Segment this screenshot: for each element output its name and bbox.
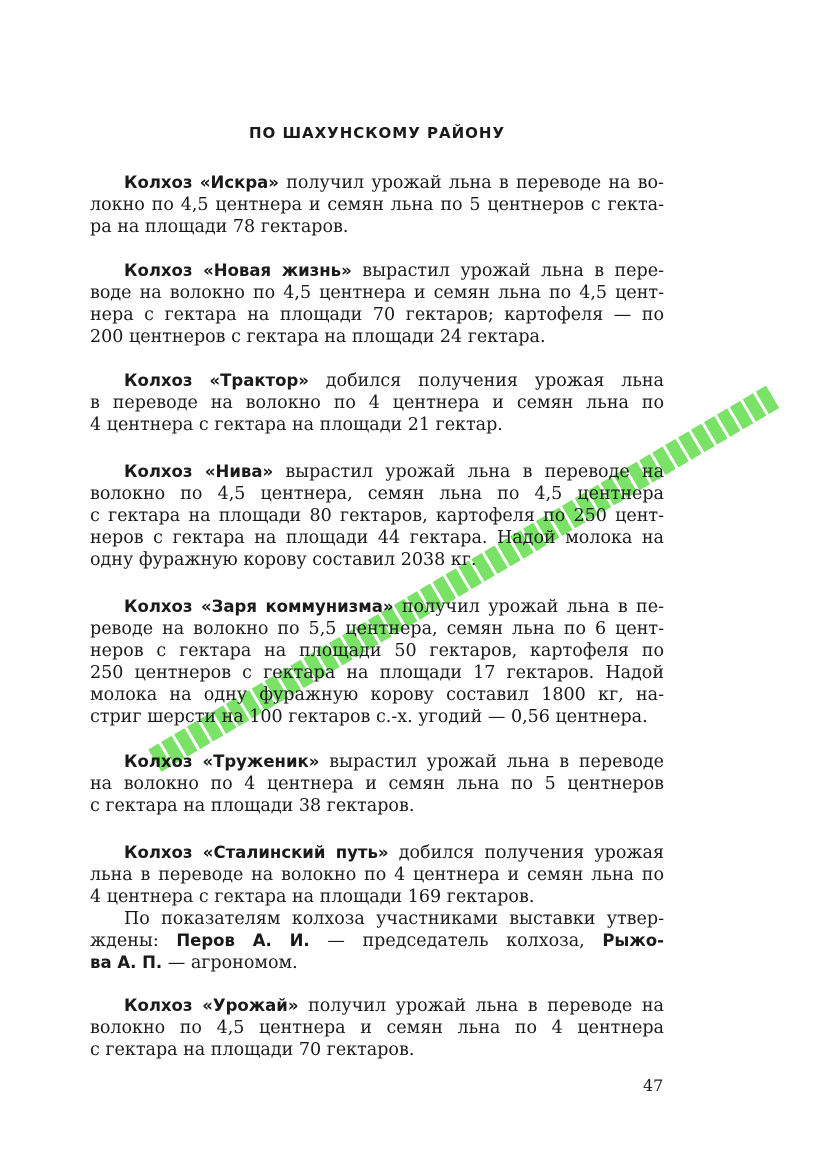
paragraph-line: Колхоз «Сталинский путь» добился получения урожая <box>124 843 664 863</box>
person-name: ва А. П. <box>90 953 163 972</box>
paragraph-line: одну фуражную корову составил 2038 кг. <box>90 550 477 570</box>
paragraph-line: на волокно по 4 центнера и семян льна по 5 центнеров <box>90 774 664 794</box>
paragraph-line: 4 центнера с гектара на площади 21 гектар. <box>90 415 503 435</box>
paragraph-line: локно по 4,5 центнера и семян льна по 5 центнеров с гекта- <box>90 195 664 215</box>
paragraph-line: льна в переводе на волокно по 4 центнера и семян льна по <box>90 865 664 885</box>
page-heading: ПО ШАХУНСКОМУ РАЙОНУ <box>248 124 506 142</box>
kolkhoz-name: Колхоз «Труженик» <box>124 752 320 771</box>
paragraph-line: волокно по 4,5 центнера и семян льна по 4 центнера <box>90 1018 664 1038</box>
paragraph-line: реводе на волокно по 5,5 центнера, семян льна по 6 цент- <box>90 619 664 639</box>
paragraph-line: неров с гектара на площади 50 гектаров, картофеля по <box>90 641 664 661</box>
paragraph-line: с гектара на площади 70 гектаров. <box>90 1040 415 1060</box>
paragraph-line: ра на площади 78 гектаров. <box>90 217 349 237</box>
paragraph-traktor <box>90 370 664 436</box>
paragraph-line: Колхоз «Трактор» добился получения урожая льна <box>124 371 664 391</box>
paragraph-niva <box>90 461 664 571</box>
approval-line: ждены: Перов А. И. — председатель колхоза, Рыжо- <box>90 931 664 951</box>
kolkhoz-name: Колхоз «Нива» <box>124 462 274 481</box>
paragraph-line: Колхоз «Искра» получил урожай льна в переводе на во- <box>124 173 664 193</box>
paragraph-line: нера с гектара на площади 70 гектаров; картофеля — по <box>90 305 664 325</box>
kolkhoz-name: Колхоз «Заря коммунизма» <box>124 597 394 616</box>
paragraph-line: Колхоз «Новая жизнь» вырастил урожай льна в пере- <box>124 261 664 281</box>
paragraph-zarya-kommunizma <box>90 596 664 728</box>
paragraph-line: волокно по 4,5 центнера, семян льна по 4,5 центнера <box>90 484 664 504</box>
paragraph-line: Колхоз «Труженик» вырастил урожай льна в переводе <box>124 752 664 772</box>
kolkhoz-name: Колхоз «Сталинский путь» <box>124 843 389 862</box>
approval-line: По показателям колхоза участниками выставки утвер- <box>124 909 664 929</box>
paragraph-line: Колхоз «Нива» вырастил урожай льна в переводе на <box>124 462 665 482</box>
kolkhoz-name: Колхоз «Искра» <box>124 173 279 192</box>
paragraph-iskra <box>90 172 664 238</box>
paragraph-line: Колхоз «Заря коммунизма» получил урожай льна в пе- <box>124 597 664 617</box>
paragraph-line: молока на одну фуражную корову составил 1800 кг, на- <box>90 685 664 705</box>
paragraph-novaya-zhizn <box>90 260 664 348</box>
person-name: Перов А. И. <box>176 931 310 950</box>
paragraph-line: 4 центнера с гектара на площади 169 гектаров. <box>90 887 535 907</box>
approval-line: ва А. П. — агрономом. <box>90 953 298 973</box>
paragraph-line: в переводе на волокно по 4 центнера и семян льна по <box>90 393 664 413</box>
kolkhoz-name: Колхоз «Новая жизнь» <box>124 261 352 280</box>
paragraph-line: стриг шерсти на 100 гектаров с.-х. угодий — 0,56 центнера. <box>90 707 648 727</box>
kolkhoz-name: Колхоз «Трактор» <box>124 371 309 390</box>
paragraph-line: с гектара на площади 38 гектаров. <box>90 796 415 816</box>
paragraph-truzhenik <box>90 751 664 817</box>
person-name: Рыжо- <box>602 931 664 950</box>
paragraph-line: 200 центнеров с гектара на площади 24 гектара. <box>90 327 546 347</box>
paragraph-line: с гектара на площади 80 гектаров, картофеля по 250 цент- <box>90 506 664 526</box>
paragraph-line: воде на волокно по 4,5 центнера и семян льна по 4,5 цент- <box>90 283 664 303</box>
paragraph-line: 250 центнеров с гектара на площади 17 гектаров. Надой <box>90 663 664 683</box>
paragraph-urozhai <box>90 995 664 1061</box>
paragraph-line: неров с гектара на площади 44 гектара. Надой молока на <box>90 528 664 548</box>
paragraph-line: Колхоз «Урожай» получил урожай льна в переводе на <box>124 996 664 1016</box>
page-number: 47 <box>643 1076 664 1095</box>
kolkhoz-name: Колхоз «Урожай» <box>124 996 299 1015</box>
paragraph-stalinsky-put <box>90 842 664 974</box>
